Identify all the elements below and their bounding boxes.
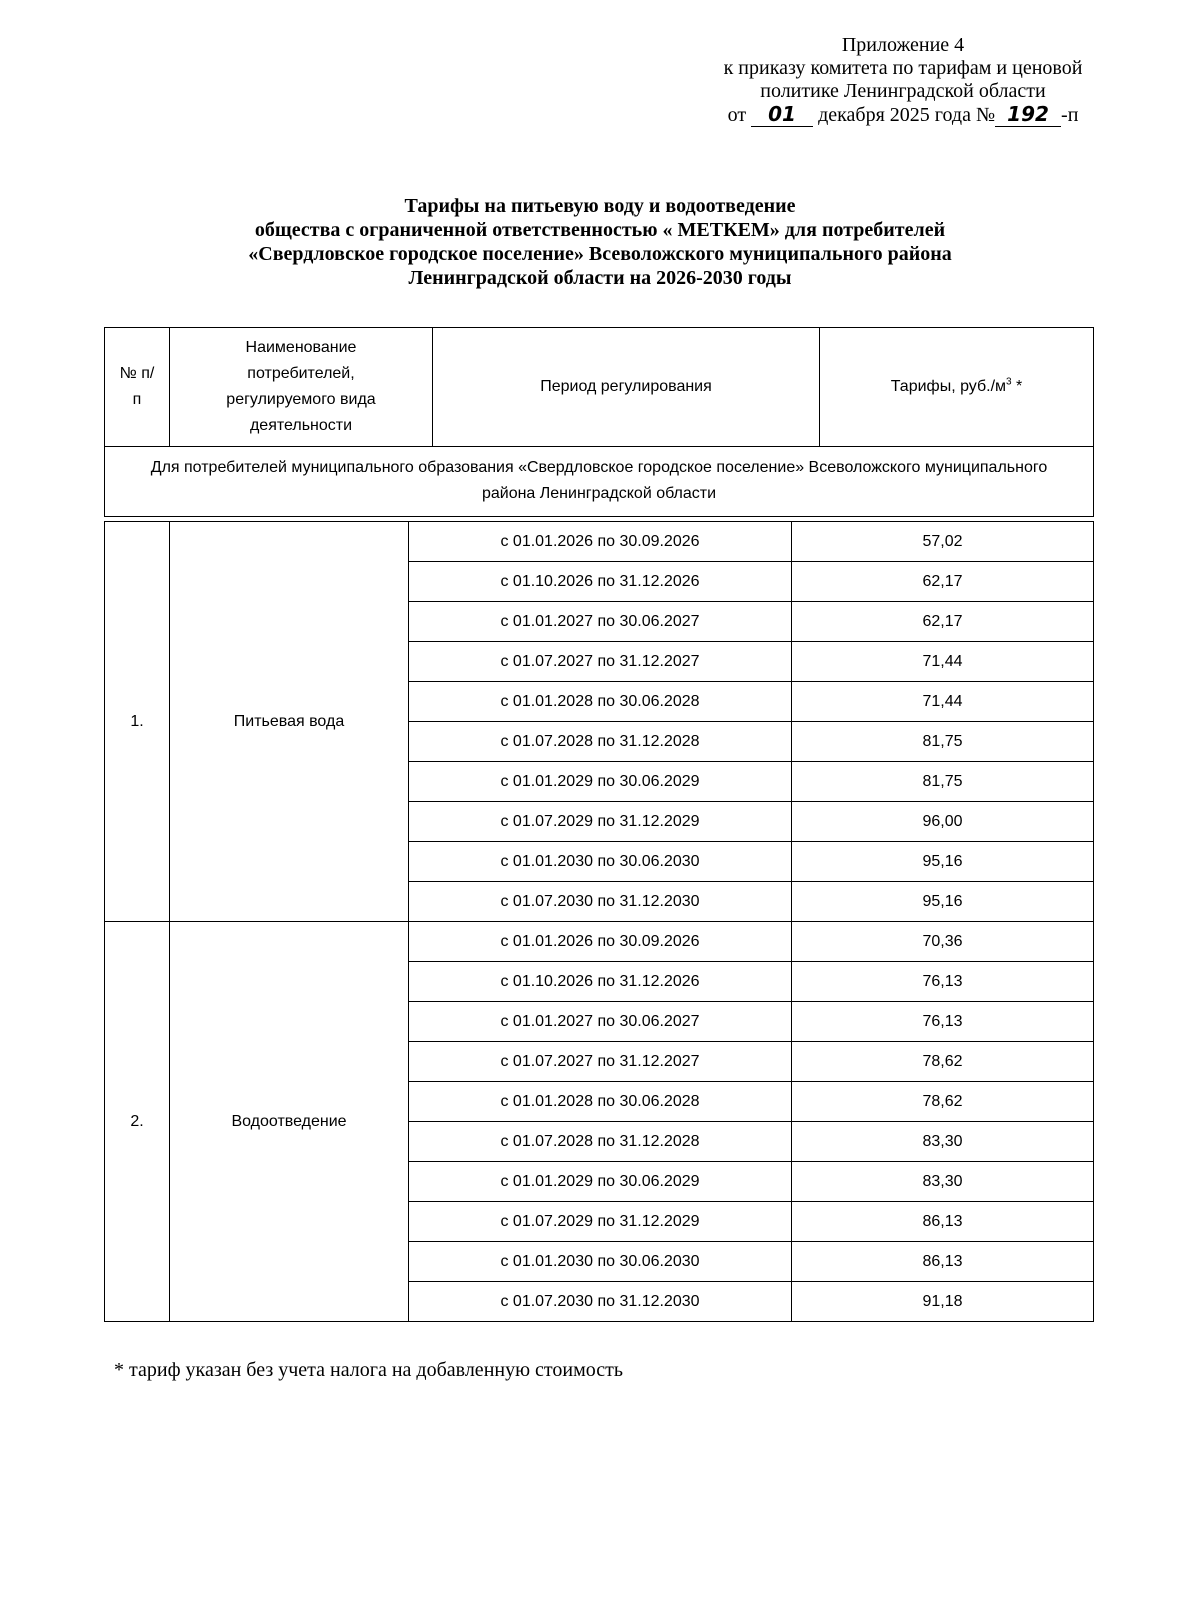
tariff-cell: 83,30 [792, 1162, 1094, 1202]
table-row [105, 522, 1094, 562]
period-cell: с 01.01.2029 по 30.06.2029 [409, 1162, 792, 1202]
period-cell: с 01.10.2026 по 31.12.2026 [409, 962, 792, 1002]
tariff-cell: 81,75 [792, 762, 1094, 802]
tariff-cell: 71,44 [792, 642, 1094, 682]
footnote: * тариф указан без учета налога на добавленную стоимость [114, 1359, 623, 1381]
tariff-cell: 70,36 [792, 922, 1094, 962]
section-row [104, 446, 1094, 517]
tariff-cell: 78,62 [792, 1042, 1094, 1082]
tariff-cell: 95,16 [792, 842, 1094, 882]
period-cell: с 01.07.2028 по 31.12.2028 [409, 722, 792, 762]
period-cell: с 01.01.2030 по 30.06.2030 [409, 842, 792, 882]
appendix-line-1: Приложение 4 [841, 34, 965, 56]
handwritten-day: 01 [751, 103, 813, 127]
appendix-header [668, 34, 1138, 127]
period-cell: с 01.01.2027 по 30.06.2027 [409, 1002, 792, 1042]
group-name: Питьевая вода [170, 522, 409, 922]
tariff-cell: 62,17 [792, 562, 1094, 602]
header-tariff: Тарифы, $руб./м^3$ * [820, 328, 1094, 447]
period-cell: с 01.07.2027 по 31.12.2027 [409, 642, 792, 682]
period-cell: с 01.07.2029 по 31.12.2029 [409, 802, 792, 842]
tariff-cell: 86,13 [792, 1242, 1094, 1282]
period-cell: с 01.01.2026 по 30.09.2026 [409, 922, 792, 962]
handwritten-order-number: 192 [995, 103, 1061, 127]
period-cell: с 01.07.2029 по 31.12.2029 [409, 1202, 792, 1242]
title-line-4: Ленинградской области на 2026-2030 годы [408, 267, 792, 289]
tariff-cell: 86,13 [792, 1202, 1094, 1242]
period-cell: с 01.07.2027 по 31.12.2027 [409, 1042, 792, 1082]
title-line-3: «Свердловское городское поселение» Всеволожского муниципального района [248, 243, 952, 265]
tariff-cell: 62,17 [792, 602, 1094, 642]
period-cell: с 01.01.2026 по 30.09.2026 [409, 522, 792, 562]
from-label: от [727, 104, 747, 126]
tariff-table [104, 521, 1094, 1322]
period-cell: с 01.07.2028 по 31.12.2028 [409, 1122, 792, 1162]
group-number: 1. [105, 522, 170, 922]
tariff-cell: 78,62 [792, 1082, 1094, 1122]
period-cell: с 01.01.2029 по 30.06.2029 [409, 762, 792, 802]
period-cell: с 01.07.2030 по 31.12.2030 [409, 1282, 792, 1322]
period-cell: с 01.01.2028 по 30.06.2028 [409, 682, 792, 722]
order-suffix: -п [1061, 104, 1079, 126]
period-cell: с 01.07.2030 по 31.12.2030 [409, 882, 792, 922]
month-year: декабря 2025 года № [818, 104, 996, 126]
tariff-cell: 91,18 [792, 1282, 1094, 1322]
appendix-line-4 [668, 103, 1138, 127]
tariff-cell: 71,44 [792, 682, 1094, 722]
tariff-cell: 76,13 [792, 1002, 1094, 1042]
period-cell: с 01.01.2027 по 30.06.2027 [409, 602, 792, 642]
tariff-cell: 96,00 [792, 802, 1094, 842]
tariff-cell: 81,75 [792, 722, 1094, 762]
tariff-cell: 95,16 [792, 882, 1094, 922]
appendix-line-2: к приказу комитета по тарифам и ценовой [723, 57, 1083, 79]
appendix-line-3: политике Ленинградской области [760, 80, 1046, 102]
period-cell: с 01.10.2026 по 31.12.2026 [409, 562, 792, 602]
title-line-2: общества с ограниченной ответственностью « МЕТКЕМ» для потребителей [254, 219, 946, 241]
tariff-cell: 57,02 [792, 522, 1094, 562]
period-cell: с 01.01.2030 по 30.06.2030 [409, 1242, 792, 1282]
header-period: Период регулирования [433, 328, 820, 447]
group-number: 2. [105, 922, 170, 1322]
header-name: Наименование потребителей, регулируемого вида деятельности [170, 328, 433, 447]
group-name: Водоотведение [170, 922, 409, 1322]
section-label: Для потребителей муниципального образования «Свердловское городское поселение» Всеволожского муниципального района Ленинградской области [105, 446, 1094, 517]
period-cell: с 01.01.2028 по 30.06.2028 [409, 1082, 792, 1122]
document-title [0, 194, 1200, 290]
table-header [104, 327, 1094, 447]
tariff-cell: 76,13 [792, 962, 1094, 1002]
header-num: № п/п [105, 328, 170, 447]
title-line-1: Тарифы на питьевую воду и водоотведение [404, 195, 796, 217]
table-row [105, 922, 1094, 962]
tariff-cell: 83,30 [792, 1122, 1094, 1162]
